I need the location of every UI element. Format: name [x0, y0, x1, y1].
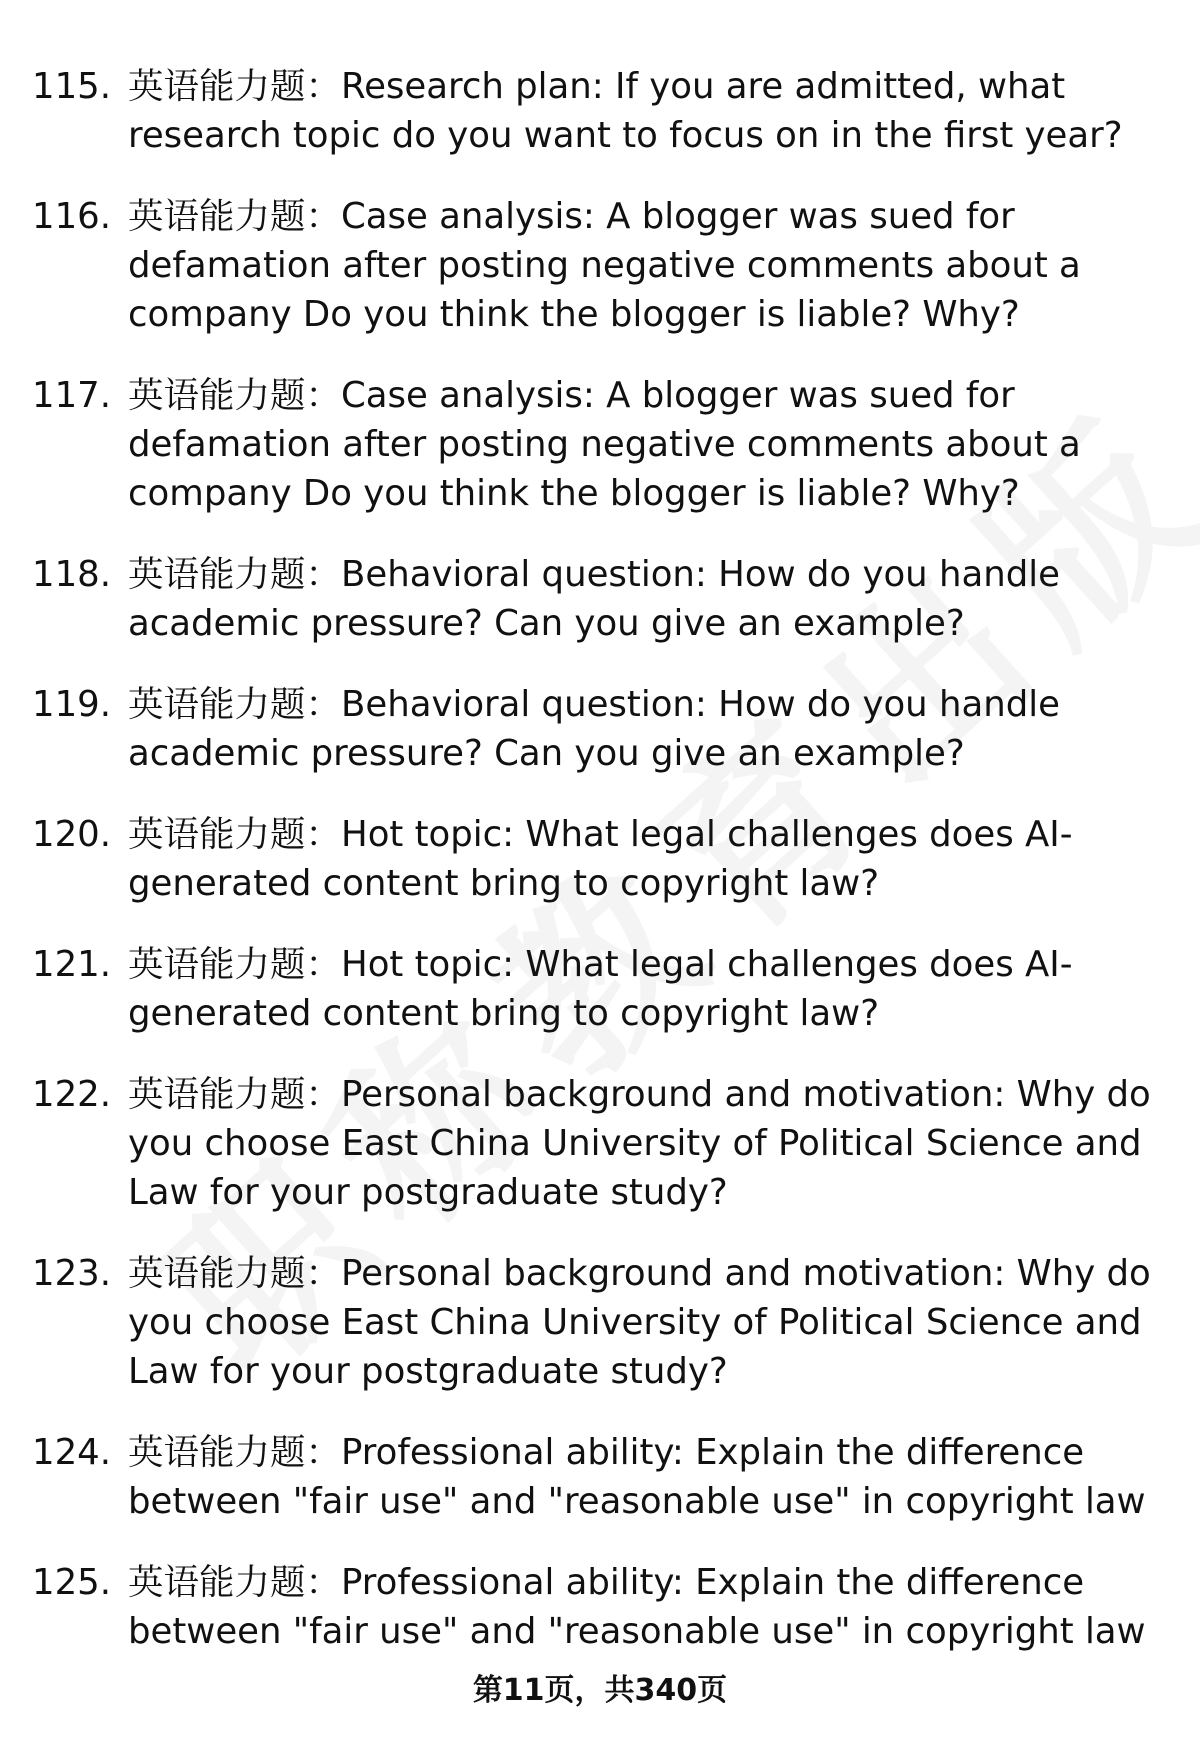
- question-text: Hot topic: What legal challenges does AI-generated content bring to copyright law?: [128, 814, 1073, 904]
- question-text: Personal background and motivation: Why do you choose East China University of Political Science and Law for your postgraduate study?: [128, 1074, 1151, 1213]
- question-category: 英语能力题：: [128, 1253, 342, 1294]
- question-number: 117.: [32, 375, 112, 416]
- question-category: 英语能力题：: [128, 1562, 342, 1603]
- question-number: 115.: [32, 66, 112, 107]
- question-text: Professional ability: Explain the difference between "fair use" and "reasonable use" in copyright law: [128, 1562, 1146, 1652]
- question-number: 121.: [32, 944, 112, 985]
- question-list: [0, 62, 1200, 1688]
- question-number: 123.: [32, 1253, 112, 1294]
- question-item: [0, 940, 1200, 1038]
- question-item: [0, 1070, 1200, 1217]
- question-category: 英语能力题：: [128, 1074, 342, 1115]
- question-category: 英语能力题：: [128, 684, 342, 725]
- question-number: 125.: [32, 1562, 112, 1603]
- page-number-footer: 第11页，共340页: [472, 1673, 728, 1708]
- question-text: Professional ability: Explain the difference between "fair use" and "reasonable use" in copyright law: [128, 1432, 1146, 1522]
- question-text: Behavioral question: How do you handle academic pressure? Can you give an example?: [128, 684, 1060, 774]
- question-category: 英语能力题：: [128, 554, 342, 595]
- question-item: [0, 810, 1200, 908]
- question-item: [0, 550, 1200, 648]
- question-item: [0, 1558, 1200, 1656]
- question-text: Hot topic: What legal challenges does AI-generated content bring to copyright law?: [128, 944, 1073, 1034]
- question-text: Behavioral question: How do you handle academic pressure? Can you give an example?: [128, 554, 1060, 644]
- question-category: 英语能力题：: [128, 814, 342, 855]
- question-text: Personal background and motivation: Why do you choose East China University of Political Science and Law for your postgraduate study?: [128, 1253, 1151, 1392]
- question-category: 英语能力题：: [128, 1432, 342, 1473]
- question-text: Research plan: If you are admitted, what research topic do you want to focus on in the first year?: [128, 66, 1123, 156]
- question-item: [0, 371, 1200, 518]
- question-number: 116.: [32, 196, 112, 237]
- question-category: 英语能力题：: [128, 66, 342, 107]
- question-number: 118.: [32, 554, 112, 595]
- question-category: 英语能力题：: [128, 196, 342, 237]
- question-item: [0, 1249, 1200, 1396]
- question-item: [0, 192, 1200, 339]
- question-item: [0, 1428, 1200, 1526]
- question-number: 122.: [32, 1074, 112, 1115]
- question-item: [0, 62, 1200, 160]
- question-number: 120.: [32, 814, 112, 855]
- question-text: Case analysis: A blogger was sued for defamation after posting negative comments about a company Do you think the blogger is liable? Why?: [128, 375, 1081, 514]
- question-text: Case analysis: A blogger was sued for defamation after posting negative comments about a company Do you think the blogger is liable? Why?: [128, 196, 1081, 335]
- question-category: 英语能力题：: [128, 944, 342, 985]
- question-category: 英语能力题：: [128, 375, 342, 416]
- question-number: 119.: [32, 684, 112, 725]
- question-number: 124.: [32, 1432, 112, 1473]
- question-item: [0, 680, 1200, 778]
